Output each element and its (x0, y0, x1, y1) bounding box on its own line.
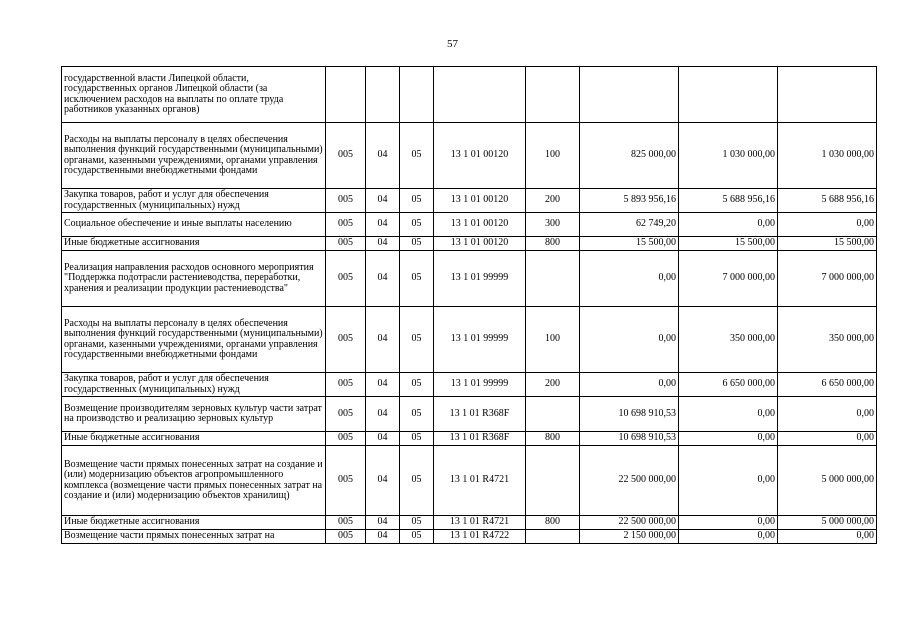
table-row (62, 67, 877, 123)
cell-grbs: 005 (326, 516, 366, 530)
table-row (62, 373, 877, 397)
cell-grbs: 005 (326, 123, 366, 189)
cell-subsection: 05 (400, 516, 434, 530)
cell-subsection: 05 (400, 530, 434, 544)
cell-section: 04 (366, 213, 400, 237)
cell-amount-year3: 0,00 (778, 213, 877, 237)
cell-amount-year3: 15 500,00 (778, 237, 877, 251)
cell-article: 13 1 01 R368F (434, 432, 526, 446)
cell-grbs: 005 (326, 446, 366, 516)
cell-grbs: 005 (326, 432, 366, 446)
cell-grbs (326, 67, 366, 123)
cell-article: 13 1 01 00120 (434, 213, 526, 237)
cell-article: 13 1 01 R4722 (434, 530, 526, 544)
table-row (62, 397, 877, 432)
cell-grbs: 005 (326, 397, 366, 432)
cell-amount-year3: 5 688 956,16 (778, 189, 877, 213)
cell-expense-type: 800 (526, 432, 580, 446)
cell-subsection: 05 (400, 432, 434, 446)
cell-grbs: 005 (326, 373, 366, 397)
cell-section: 04 (366, 189, 400, 213)
cell-amount-year3: 6 650 000,00 (778, 373, 877, 397)
cell-expense-type (526, 67, 580, 123)
cell-amount-year2 (679, 67, 778, 123)
cell-section: 04 (366, 373, 400, 397)
cell-amount-year1 (580, 67, 679, 123)
cell-article: 13 1 01 00120 (434, 237, 526, 251)
cell-amount-year3 (778, 67, 877, 123)
cell-article: 13 1 01 00120 (434, 123, 526, 189)
cell-article: 13 1 01 R368F (434, 397, 526, 432)
cell-grbs: 005 (326, 251, 366, 307)
cell-article: 13 1 01 99999 (434, 251, 526, 307)
cell-grbs: 005 (326, 530, 366, 544)
cell-name: Иные бюджетные ассигнования (62, 237, 326, 251)
cell-amount-year1: 5 893 956,16 (580, 189, 679, 213)
cell-expense-type: 200 (526, 189, 580, 213)
cell-expense-type (526, 397, 580, 432)
cell-grbs: 005 (326, 307, 366, 373)
cell-section: 04 (366, 516, 400, 530)
cell-name: Социальное обеспечение и иные выплаты населению (62, 213, 326, 237)
cell-name: Расходы на выплаты персоналу в целях обеспечения выполнения функций государственными (муниципальными) органами, казенными учреждениями, органами управления государственными внебюджетными фондами (62, 123, 326, 189)
cell-section: 04 (366, 307, 400, 373)
cell-subsection (400, 67, 434, 123)
table-row (62, 516, 877, 530)
cell-expense-type: 800 (526, 237, 580, 251)
cell-section (366, 67, 400, 123)
cell-amount-year3: 5 000 000,00 (778, 446, 877, 516)
cell-name: Возмещение части прямых понесенных затрат на (62, 530, 326, 544)
cell-subsection: 05 (400, 237, 434, 251)
cell-name: Расходы на выплаты персоналу в целях обеспечения выполнения функций государственными (муниципальными) органами, казенными учреждениями, органами управления государственными внебюджетными фондами (62, 307, 326, 373)
table-row (62, 530, 877, 544)
cell-subsection: 05 (400, 123, 434, 189)
cell-amount-year1: 22 500 000,00 (580, 446, 679, 516)
table-row (62, 307, 877, 373)
cell-article: 13 1 01 99999 (434, 307, 526, 373)
cell-amount-year1: 0,00 (580, 307, 679, 373)
budget-table (61, 66, 877, 544)
cell-article: 13 1 01 R4721 (434, 446, 526, 516)
cell-amount-year2: 0,00 (679, 446, 778, 516)
cell-section: 04 (366, 251, 400, 307)
cell-expense-type: 800 (526, 516, 580, 530)
cell-amount-year2: 1 030 000,00 (679, 123, 778, 189)
cell-amount-year2: 0,00 (679, 213, 778, 237)
cell-expense-type: 100 (526, 307, 580, 373)
cell-amount-year1: 2 150 000,00 (580, 530, 679, 544)
cell-amount-year2: 350 000,00 (679, 307, 778, 373)
cell-subsection: 05 (400, 307, 434, 373)
cell-section: 04 (366, 237, 400, 251)
cell-amount-year1: 0,00 (580, 373, 679, 397)
cell-amount-year3: 1 030 000,00 (778, 123, 877, 189)
cell-expense-type (526, 446, 580, 516)
cell-expense-type (526, 530, 580, 544)
cell-name: Закупка товаров, работ и услуг для обеспечения государственных (муниципальных) нужд (62, 189, 326, 213)
table-row (62, 213, 877, 237)
cell-amount-year3: 0,00 (778, 432, 877, 446)
cell-expense-type: 200 (526, 373, 580, 397)
cell-amount-year2: 0,00 (679, 516, 778, 530)
table-row (62, 446, 877, 516)
cell-amount-year1: 10 698 910,53 (580, 432, 679, 446)
cell-amount-year3: 7 000 000,00 (778, 251, 877, 307)
cell-amount-year2: 7 000 000,00 (679, 251, 778, 307)
cell-name: государственной власти Липецкой области, государственных органов Липецкой области (за исключением расходов на выплаты по оплате труда работников указанных органов) (62, 67, 326, 123)
cell-subsection: 05 (400, 373, 434, 397)
cell-subsection: 05 (400, 251, 434, 307)
cell-amount-year2: 0,00 (679, 530, 778, 544)
cell-amount-year2: 0,00 (679, 397, 778, 432)
cell-section: 04 (366, 530, 400, 544)
cell-amount-year1: 62 749,20 (580, 213, 679, 237)
cell-amount-year2: 5 688 956,16 (679, 189, 778, 213)
cell-grbs: 005 (326, 213, 366, 237)
cell-amount-year1: 10 698 910,53 (580, 397, 679, 432)
cell-amount-year2: 15 500,00 (679, 237, 778, 251)
cell-grbs: 005 (326, 237, 366, 251)
cell-amount-year1: 22 500 000,00 (580, 516, 679, 530)
table-row (62, 237, 877, 251)
table-row (62, 432, 877, 446)
table-body (62, 67, 877, 544)
cell-section: 04 (366, 432, 400, 446)
cell-name: Иные бюджетные ассигнования (62, 516, 326, 530)
cell-amount-year3: 0,00 (778, 397, 877, 432)
cell-amount-year1: 15 500,00 (580, 237, 679, 251)
cell-amount-year2: 0,00 (679, 432, 778, 446)
table-row (62, 251, 877, 307)
cell-name: Возмещение производителям зерновых культур части затрат на производство и реализацию зерновых культур (62, 397, 326, 432)
cell-section: 04 (366, 446, 400, 516)
cell-amount-year3: 350 000,00 (778, 307, 877, 373)
cell-article (434, 67, 526, 123)
table-row (62, 123, 877, 189)
cell-expense-type (526, 251, 580, 307)
cell-grbs: 005 (326, 189, 366, 213)
cell-subsection: 05 (400, 189, 434, 213)
cell-subsection: 05 (400, 213, 434, 237)
cell-subsection: 05 (400, 446, 434, 516)
cell-amount-year1: 0,00 (580, 251, 679, 307)
cell-amount-year2: 6 650 000,00 (679, 373, 778, 397)
table-row (62, 189, 877, 213)
cell-expense-type: 100 (526, 123, 580, 189)
cell-article: 13 1 01 00120 (434, 189, 526, 213)
cell-name: Реализация направления расходов основного мероприятия "Поддержка подотрасли растениеводства, переработки, хранения и реализации продукции растениеводства" (62, 251, 326, 307)
cell-expense-type: 300 (526, 213, 580, 237)
cell-subsection: 05 (400, 397, 434, 432)
cell-name: Возмещение части прямых понесенных затрат на создание и (или) модернизацию объектов агропромышленного комплекса (возмещение части прямых понесенных затрат на создание и (или) модернизацию объектов хранилищ) (62, 446, 326, 516)
cell-article: 13 1 01 99999 (434, 373, 526, 397)
cell-amount-year1: 825 000,00 (580, 123, 679, 189)
cell-article: 13 1 01 R4721 (434, 516, 526, 530)
cell-name: Иные бюджетные ассигнования (62, 432, 326, 446)
cell-amount-year3: 5 000 000,00 (778, 516, 877, 530)
cell-amount-year3: 0,00 (778, 530, 877, 544)
cell-name: Закупка товаров, работ и услуг для обеспечения государственных (муниципальных) нужд (62, 373, 326, 397)
cell-section: 04 (366, 397, 400, 432)
page-number: 57 (447, 38, 458, 50)
cell-section: 04 (366, 123, 400, 189)
